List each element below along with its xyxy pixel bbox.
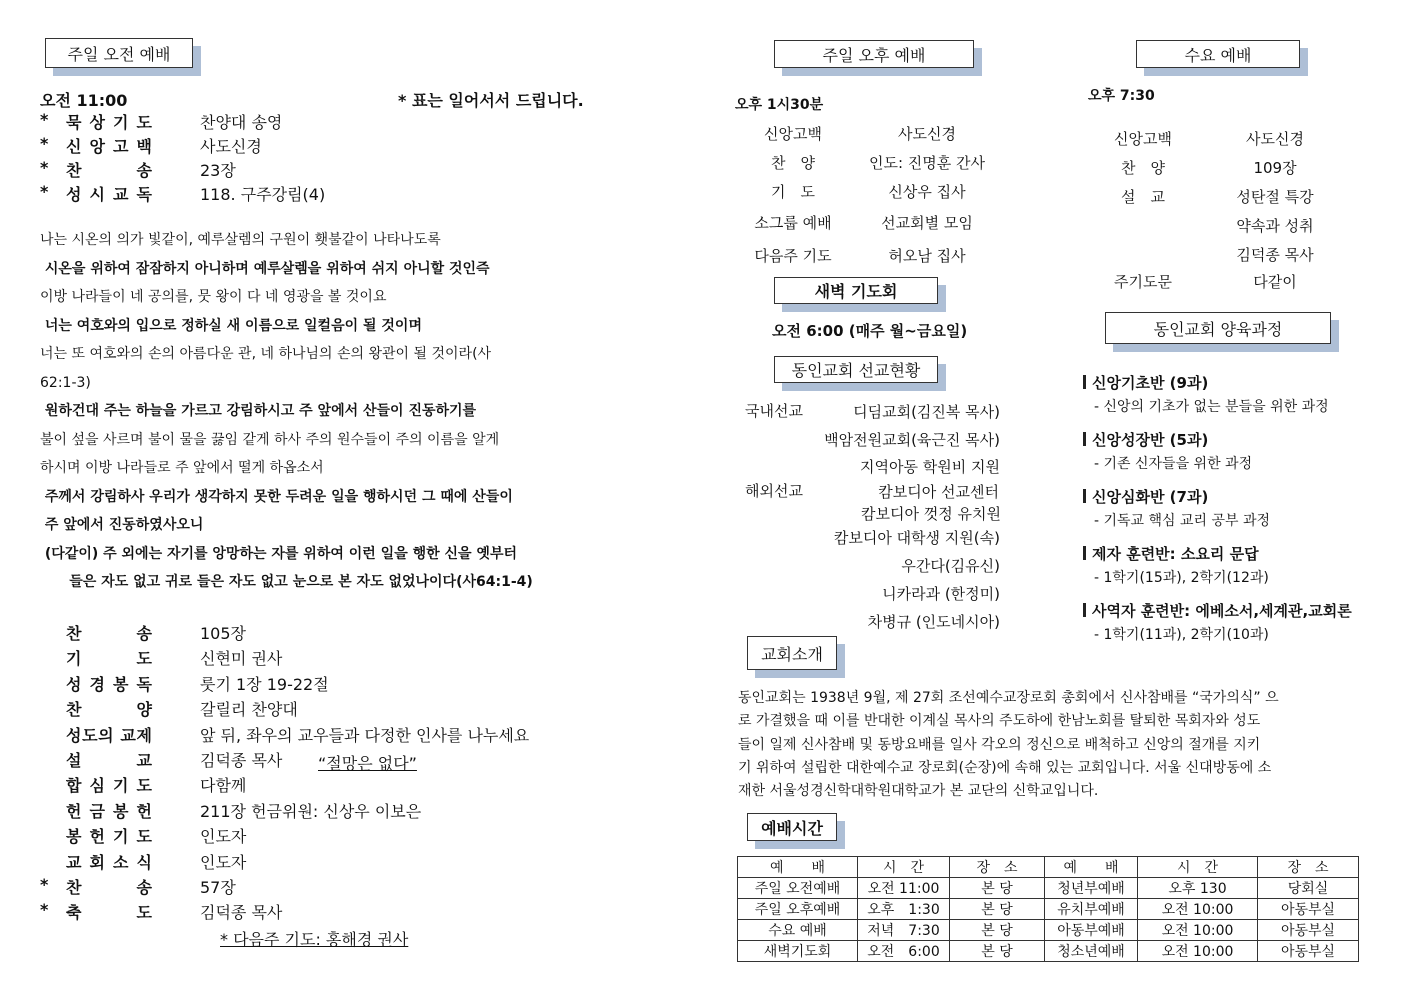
label-char: 기 [113, 827, 129, 847]
order-value: 룻기 1장 19-22절 [200, 674, 329, 694]
afternoon-time: 오후 1시30분 [735, 97, 824, 113]
mission-heading-text: 동인교회 선교현황 [774, 356, 938, 383]
label-char: 성 [66, 674, 82, 694]
training-desc: - 신앙의 기초가 없는 분들을 위한 과정 [1094, 399, 1329, 415]
intro-line: 동인교회는 1938년 9월, 제 27회 조선예수교장로회 총회에서 신사참배를 “국가의식” 으 [738, 690, 1279, 706]
bullet-bar [1083, 489, 1086, 503]
order-label [66, 748, 152, 771]
schedule-header-cell: 예 배 [1045, 857, 1138, 878]
afternoon-value: 선교회별 모임 [881, 214, 973, 232]
reading-line: 하시며 이방 나라들로 주 앞에서 떨게 하옵소서 [40, 460, 324, 476]
mission-heading [774, 356, 938, 383]
intro-line: 기 위하여 설립한 대한예수교 장로회(순장)에 속해 있는 교회입니다. 서울 신대방동에 소 [738, 759, 1272, 776]
next-week-prayer: * 다음주 기도: 홍해경 권사 [220, 930, 409, 949]
afternoon-label: 찬 양 [771, 154, 815, 172]
dawn-time: 오전 6:00 (매주 월~금요일) [772, 322, 968, 340]
label-char: 의 [98, 725, 114, 745]
wednesday-value: 다같이 [1253, 273, 1297, 291]
order-value: 찬양대 송영 [200, 113, 283, 132]
schedule-header-cell: 예 배 [738, 857, 858, 878]
label-char: 경 [89, 674, 105, 694]
reading-line: (다같이) 주 외에는 자기를 앙망하는 자를 위하여 이런 일을 행한 신을 옛부터 [40, 545, 518, 562]
label-char [114, 723, 120, 746]
reading-line: 너는 여호와의 입으로 정하실 새 이름으로 일컬음이 될 것이며 [40, 317, 422, 334]
afternoon-value: 인도: 진명훈 간사 [868, 154, 986, 172]
order-star: * [40, 182, 49, 201]
dawn-heading [774, 277, 938, 304]
label-char: 송 [136, 624, 152, 643]
order-label [66, 134, 152, 157]
schedule-cell: 아동부실 [1258, 920, 1359, 941]
schedule-row [738, 899, 1359, 920]
schedule-cell: 새벽기도회 [738, 941, 858, 962]
wednesday-time: 오후 7:30 [1088, 88, 1155, 104]
reading-line: 62:1-3) [40, 374, 91, 391]
label-char: 도 [136, 903, 152, 923]
schedule-header-cell: 장 소 [1258, 857, 1359, 878]
label-char: 도 [136, 827, 152, 847]
reading-line: 나는 시온의 의가 빛같이, 예루살렘의 구원이 횃불같이 나타나도록 [40, 232, 441, 248]
training-heading-text: 동인교회 양육과정 [1105, 312, 1331, 344]
order-value: 인도자 [200, 827, 247, 847]
label-char: 도 [136, 649, 152, 669]
order-value: 인도자 [200, 852, 247, 872]
training-title-text: 사역자 훈련반: 에베소서,세계관,교회론 [1092, 602, 1352, 620]
order-star: * [40, 110, 49, 129]
label-char: 금 [89, 801, 105, 821]
label-char: 상 [89, 113, 105, 132]
training-desc: - 1학기(11과), 2학기(10과) [1094, 627, 1269, 643]
standing-note: * 표는 일어서서 드립니다. [398, 91, 584, 110]
overseas-mission-item: 우간다(김유신) [901, 557, 1000, 575]
label-char: 헌 [136, 801, 152, 821]
order-label [66, 182, 152, 205]
training-title-text: 신앙심화반 (7과) [1092, 488, 1209, 506]
overseas-mission-label: 해외선교 [745, 482, 803, 500]
training-title-text: 신앙성장반 (5과) [1092, 431, 1209, 449]
label-char: 송 [136, 878, 152, 897]
label-char: 식 [136, 852, 152, 872]
wednesday-label: 주기도문 [1114, 273, 1172, 291]
schedule-cell: 유치부예배 [1045, 899, 1138, 920]
label-char: 기 [66, 649, 82, 669]
overseas-mission-item: 캄보디아 대학생 지원(속) [833, 529, 1000, 547]
label-char: 교 [113, 185, 129, 204]
label-char: 봉 [113, 674, 129, 694]
afternoon-label: 소그룹 예배 [754, 214, 832, 232]
order-star: * [40, 134, 49, 153]
reading-line: 시온을 위하여 잠잠하지 아니하며 예루살렘을 위하여 쉬지 아니할 것인즉 [40, 260, 490, 277]
reading-line: 이방 나라들이 네 공의를, 뭇 왕이 다 네 영광을 볼 것이요 [40, 289, 387, 305]
afternoon-label: 다음주 기도 [754, 247, 832, 265]
order-value: 갈릴리 찬양대 [200, 700, 298, 720]
bullet-bar [1083, 432, 1086, 446]
schedule-cell: 아동부예배 [1045, 920, 1138, 941]
wednesday-value: 약속과 성취 [1236, 217, 1314, 235]
schedule-body [738, 878, 1359, 962]
order-value: 23장 [200, 161, 236, 180]
label-char: 교 [66, 852, 82, 872]
schedule-cell: 오전 10:00 [1138, 899, 1258, 920]
label-char: 고 [113, 137, 129, 156]
morning-time: 오전 11:00 [40, 91, 128, 110]
training-title [1083, 429, 1208, 450]
schedule-header-cell: 시 간 [1138, 857, 1258, 878]
label-char: 성 [66, 725, 82, 745]
wednesday-value: 김덕종 목사 [1236, 246, 1314, 264]
schedule-cell: 수요 예배 [738, 920, 858, 941]
label-char: 소 [113, 852, 129, 872]
order-value: 김덕종 목사 [200, 903, 283, 923]
reading-line: 주께서 강림하사 우리가 생각하지 못한 두려운 일을 행하시던 그 때에 산들이 [40, 488, 513, 505]
dawn-heading-text: 새벽 기도회 [774, 277, 938, 304]
label-char: 찬 [66, 161, 82, 180]
schedule-cell: 주일 오후예배 [738, 899, 858, 920]
intro-line: 들이 일제 신사참배 및 동방요배를 일사 각오의 정신으로 배척하고 신앙의 절개를 지키 [738, 736, 1261, 753]
wednesday-value: 성탄절 특강 [1236, 188, 1314, 206]
schedule-header-cell: 시 간 [858, 857, 950, 878]
reading-line: 원하건대 주는 하늘을 가르고 강림하시고 주 앞에서 산들이 진동하기를 [40, 403, 477, 419]
wednesday-heading [1136, 40, 1300, 68]
training-heading [1105, 312, 1331, 344]
order-value: 105장 [200, 624, 246, 643]
label-char: 도 [136, 776, 152, 796]
intro-heading [747, 636, 837, 670]
label-char: 회 [89, 852, 105, 872]
order-label [66, 900, 152, 923]
label-char: 송 [136, 161, 152, 180]
wednesday-value: 109장 [1253, 159, 1297, 177]
bullet-bar [1083, 546, 1086, 560]
domestic-mission-item: 디딤교회(김진복 목사) [853, 403, 1000, 421]
label-char: 성 [66, 185, 82, 204]
label-char: 도 [136, 113, 152, 132]
schedule-row [738, 941, 1359, 962]
order-label [66, 697, 152, 720]
schedule-cell: 오전 10:00 [1138, 920, 1258, 941]
training-title [1083, 600, 1352, 621]
schedule-cell: 본 당 [950, 941, 1045, 962]
service-schedule-table [737, 856, 1359, 962]
order-value: 사도신경 [200, 137, 262, 156]
order-label [66, 621, 152, 644]
label-char: 신 [66, 137, 82, 156]
reading-line: 주 앞에서 진동하였사오니 [40, 517, 204, 533]
bullet-bar [1083, 375, 1086, 389]
afternoon-value: 신상우 집사 [888, 183, 966, 201]
afternoon-heading [774, 40, 974, 68]
afternoon-heading-text: 주일 오후 예배 [774, 40, 974, 68]
label-char: 기 [113, 113, 129, 132]
wednesday-label: 설 교 [1121, 188, 1165, 206]
schedule-cell: 오후 130 [1138, 878, 1258, 899]
label-char: 축 [66, 903, 82, 923]
label-char: 봉 [66, 827, 82, 847]
order-value: 118. 구주강림(4) [200, 185, 326, 204]
schedule-cell: 저녁 7:30 [858, 920, 950, 941]
schedule-cell: 아동부실 [1258, 899, 1359, 920]
order-label [66, 723, 152, 746]
wednesday-heading-text: 수요 예배 [1136, 40, 1300, 68]
intro-heading-text: 교회소개 [747, 636, 837, 670]
training-title [1083, 372, 1208, 393]
schedule-heading-text: 예배시간 [747, 813, 837, 841]
training-title-text: 제자 훈련반: 소요리 문답 [1092, 545, 1259, 563]
schedule-cell: 오전 6:00 [858, 941, 950, 962]
order-label [66, 110, 152, 133]
reading-line: 들은 자도 없고 귀로 들은 자도 없고 눈으로 본 자도 없었나이다(사64:1-4) [40, 574, 533, 590]
label-char: 제 [136, 725, 152, 745]
schedule-cell: 본 당 [950, 878, 1045, 899]
afternoon-value: 허오남 집사 [888, 247, 966, 265]
schedule-heading [747, 813, 837, 841]
order-label [66, 824, 152, 847]
overseas-mission-item: 니카라과 (한정미) [882, 585, 1000, 603]
label-char: 찬 [66, 878, 82, 897]
training-desc: - 기존 신자들을 위한 과정 [1094, 456, 1253, 472]
order-value: 57장 [200, 878, 236, 897]
wednesday-label: 찬 양 [1121, 159, 1165, 177]
order-value: 김덕종 목사 [200, 751, 283, 770]
wednesday-label: 신앙고백 [1114, 130, 1172, 148]
order-star: * [40, 900, 49, 920]
label-char: 봉 [113, 801, 129, 821]
responsive-reading [40, 226, 612, 597]
order-star: * [40, 875, 49, 894]
schedule-header-row [738, 857, 1359, 878]
order-value: 다함께 [200, 776, 247, 796]
label-char: 독 [136, 185, 152, 204]
overseas-mission-item: 캄보디아 껏정 유치원 [861, 505, 1001, 523]
schedule-cell: 본 당 [950, 899, 1045, 920]
schedule-cell: 당회실 [1258, 878, 1359, 899]
order-label [66, 875, 152, 898]
label-char: 앙 [89, 137, 105, 156]
label-char: 찬 [66, 700, 82, 720]
order-label [66, 799, 152, 822]
label-char: 심 [89, 776, 105, 796]
label-char: 도 [82, 725, 98, 745]
label-char: 합 [66, 776, 82, 796]
reading-line: 너는 또 여호와의 손의 아름다운 관, 네 하나님의 손의 왕관이 될 것이라(사 [40, 346, 492, 362]
domestic-mission-label: 국내선교 [745, 402, 803, 420]
intro-line: 로 가결했을 때 이를 반대한 이계실 목사의 주도하에 한남노회를 탈퇴한 목회자와 성도 [738, 713, 1261, 730]
wednesday-value: 사도신경 [1246, 130, 1304, 148]
training-title-text: 신앙기초반 (9과) [1092, 374, 1209, 392]
order-value: 211장 헌금위원: 신상우 이보은 [200, 801, 422, 821]
schedule-cell: 오후 1:30 [858, 899, 950, 920]
label-char: 교 [136, 751, 152, 770]
bullet-bar [1083, 603, 1086, 617]
schedule-cell: 청년부예배 [1045, 878, 1138, 899]
schedule-row [738, 920, 1359, 941]
afternoon-label: 기 도 [771, 183, 815, 201]
intro-line: 재한 서울성경신학대학원대학교가 본 교단의 신학교입니다. [738, 783, 1099, 800]
schedule-cell: 본 당 [950, 920, 1045, 941]
label-char: 찬 [66, 624, 82, 643]
morning-heading [45, 38, 193, 68]
label-char: 설 [66, 751, 82, 770]
order-value: 앞 뒤, 좌우의 교우들과 다정한 인사를 나누세요 [200, 725, 530, 745]
schedule-cell: 주일 오전예배 [738, 878, 858, 899]
label-char: 헌 [89, 827, 105, 847]
training-desc: - 1학기(15과), 2학기(12과) [1094, 570, 1269, 586]
training-desc: - 기독교 핵심 교리 공부 과정 [1094, 513, 1271, 529]
label-char: 기 [113, 776, 129, 796]
reading-line: 불이 섶을 사르며 불이 물을 끓임 같게 하사 주의 원수들이 주의 이름을 알게 [40, 431, 500, 448]
schedule-cell: 오전 11:00 [858, 878, 950, 899]
order-label [66, 672, 152, 695]
order-label [66, 850, 152, 873]
schedule-cell: 오전 10:00 [1138, 941, 1258, 962]
label-char: 시 [89, 185, 105, 204]
schedule-row [738, 878, 1359, 899]
schedule-header-cell: 장 소 [950, 857, 1045, 878]
order-star: * [40, 158, 49, 177]
label-char: 교 [120, 725, 136, 745]
label-char: 백 [136, 137, 152, 156]
label-char: 헌 [66, 801, 82, 821]
order-label [66, 158, 152, 181]
order-value: 신현미 권사 [200, 649, 283, 669]
overseas-mission-item: 캄보디아 선교센터 [878, 483, 999, 501]
schedule-cell: 아동부실 [1258, 941, 1359, 962]
morning-heading-text: 주일 오전 예배 [45, 38, 193, 68]
schedule-cell: 청소년예배 [1045, 941, 1138, 962]
training-title [1083, 486, 1208, 507]
label-char: 독 [136, 674, 152, 694]
label-char: 양 [136, 700, 152, 720]
training-title [1083, 543, 1259, 564]
afternoon-value: 사도신경 [898, 125, 956, 143]
domestic-mission-item: 지역아동 학원비 지원 [860, 458, 1000, 476]
overseas-mission-item: 차병규 (인도네시아) [867, 613, 1000, 631]
order-label [66, 773, 152, 796]
label-char: 묵 [66, 113, 82, 132]
afternoon-label: 신앙고백 [764, 125, 822, 143]
order-label [66, 646, 152, 669]
domestic-mission-item: 백암전원교회(육근진 목사) [824, 431, 1000, 449]
sermon-title: “절망은 없다” [318, 754, 417, 773]
